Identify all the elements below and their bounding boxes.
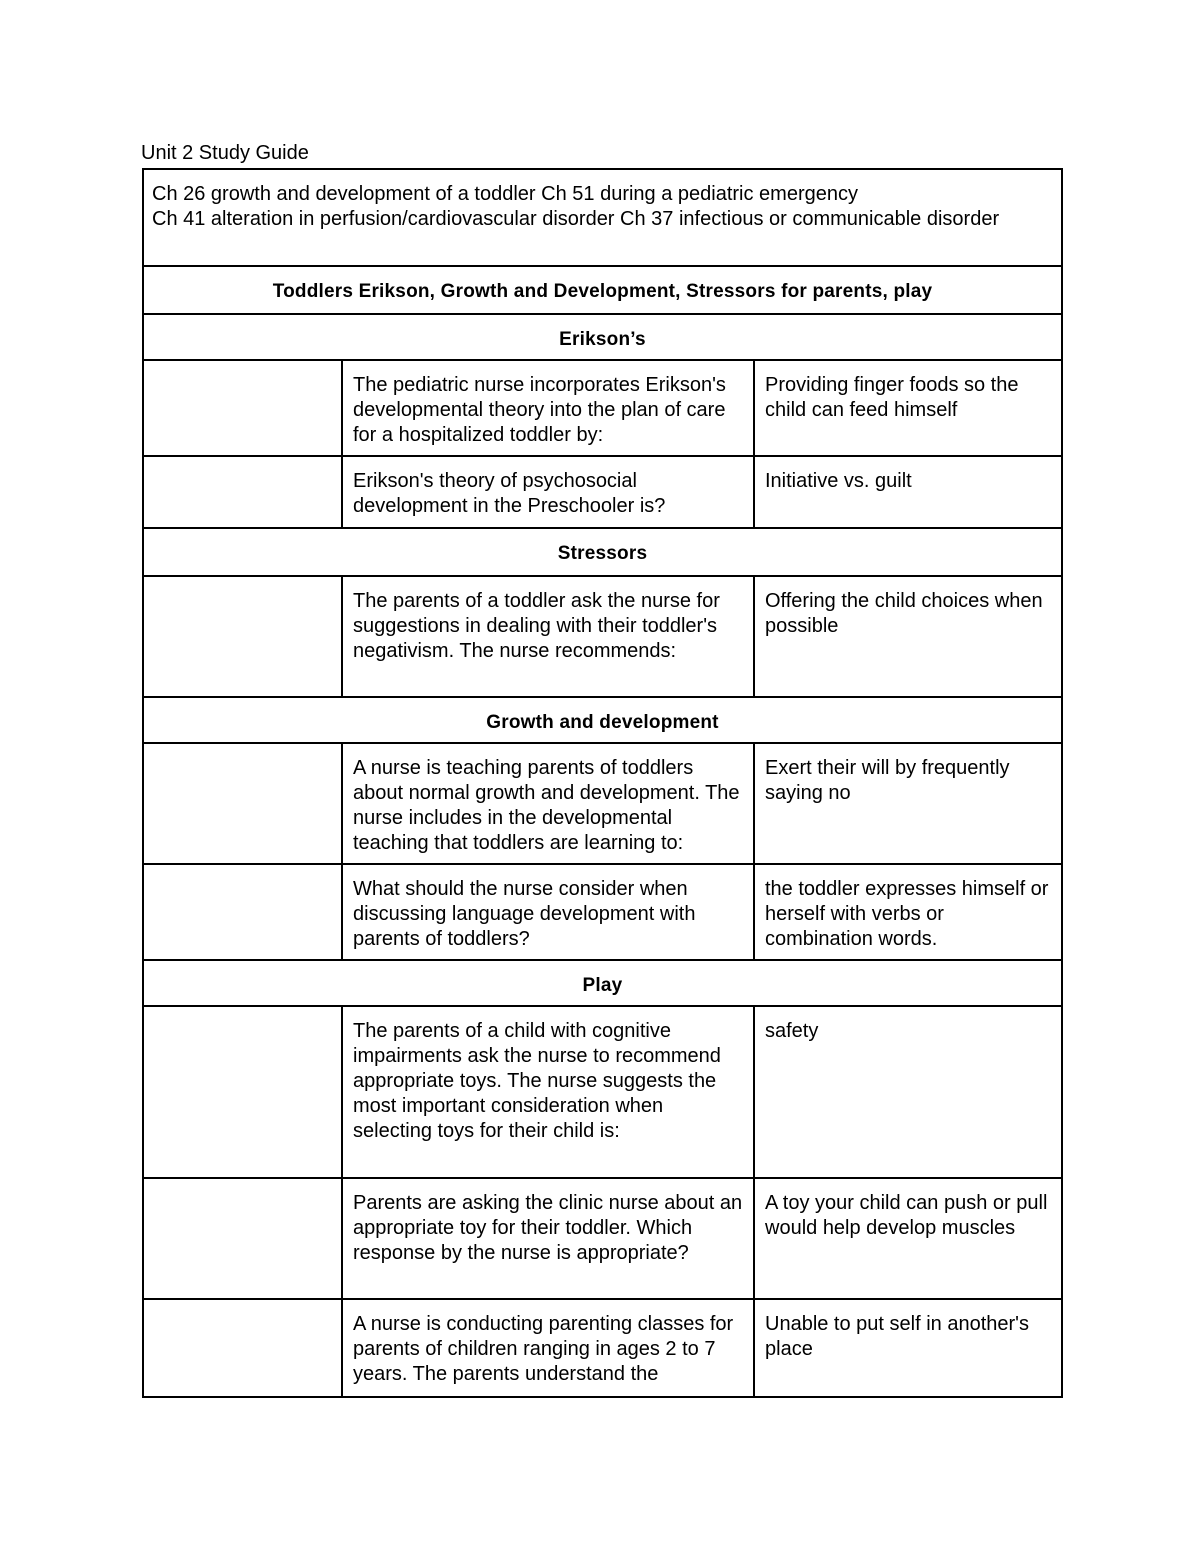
question-cell: [342, 1299, 754, 1397]
answer-cell: [754, 456, 1062, 528]
chapters-cell: [143, 169, 1062, 266]
answer-cell: [754, 864, 1062, 960]
row-label-cell: [143, 456, 342, 528]
answer-cell: [754, 360, 1062, 456]
row-label-cell: [143, 864, 342, 960]
row-label-cell: [143, 1006, 342, 1178]
question-text: The pediatric nurse incorporates Erikson's developmental theory into the plan of care for a hospitalized toddler by:: [353, 374, 726, 446]
section-header-play: Play: [582, 975, 623, 996]
answer-text: Offering the child choices when possible: [765, 590, 1043, 637]
answer-text: Unable to put self in another's place: [765, 1313, 1029, 1360]
section-header-row: [143, 697, 1062, 743]
answer-text: Providing finger foods so the child can feed himself: [765, 374, 1019, 421]
table-row: [143, 360, 1062, 456]
main-header-row: [143, 266, 1062, 314]
question-cell: [342, 743, 754, 864]
table-row: [143, 576, 1062, 697]
question-text: A nurse is teaching parents of toddlers about normal growth and development. The nurse includes in the developmental teaching that toddlers are learning to:: [353, 757, 740, 854]
answer-cell: [754, 1299, 1062, 1397]
table-row: [143, 456, 1062, 528]
document-title: Unit 2 Study Guide: [141, 142, 309, 164]
question-text: A nurse is conducting parenting classes for parents of children ranging in ages 2 to 7 years. The parents understand the: [353, 1313, 734, 1385]
question-text: What should the nurse consider when discussing language development with parents of toddlers?: [353, 878, 696, 950]
question-cell: [342, 864, 754, 960]
table-row: [143, 743, 1062, 864]
answer-text: safety: [765, 1020, 819, 1042]
question-text: The parents of a child with cognitive impairments ask the nurse to recommend appropriate toys. The nurse suggests the most important consideration when selecting toys for their child is:: [353, 1020, 721, 1142]
table-row: [143, 1299, 1062, 1397]
question-cell: [342, 1006, 754, 1178]
answer-cell: [754, 1178, 1062, 1299]
table-row: [143, 1178, 1062, 1299]
question-text: Erikson's theory of psychosocial development in the Preschooler is?: [353, 470, 666, 517]
main-header: Toddlers Erikson, Growth and Development, Stressors for parents, play: [272, 281, 933, 302]
question-cell: [342, 360, 754, 456]
section-header-row: [143, 528, 1062, 576]
study-guide-table: [142, 168, 1063, 1398]
answer-text: the toddler expresses himself or herself with verbs or combination words.: [765, 878, 1049, 950]
section-header-eriksons: Erikson’s: [559, 329, 646, 350]
question-text: The parents of a toddler ask the nurse for suggestions in dealing with their toddler's negativism. The nurse recommends:: [353, 590, 720, 662]
row-label-cell: [143, 1178, 342, 1299]
row-label-cell: [143, 360, 342, 456]
question-text: Parents are asking the clinic nurse about an appropriate toy for their toddler. Which response by the nurse is appropriate?: [353, 1192, 743, 1264]
section-header-row: [143, 960, 1062, 1006]
chapters-text: Ch 26 growth and development of a toddler Ch 51 during a pediatric emergency Ch 41 alteration in perfusion/cardiovascular disorder Ch 37 infectious or communicable disorder: [152, 183, 1000, 230]
question-cell: [342, 456, 754, 528]
answer-text: A toy your child can push or pull would help develop muscles: [765, 1192, 1048, 1239]
chapters-row: [143, 169, 1062, 266]
row-label-cell: [143, 743, 342, 864]
section-header-row: [143, 314, 1062, 360]
row-label-cell: [143, 576, 342, 697]
table-row: [143, 864, 1062, 960]
answer-text: Initiative vs. guilt: [765, 470, 912, 492]
section-header-stressors: Stressors: [557, 543, 648, 564]
answer-cell: [754, 1006, 1062, 1178]
question-cell: [342, 576, 754, 697]
question-cell: [342, 1178, 754, 1299]
answer-cell: [754, 743, 1062, 864]
section-header-growth: Growth and development: [486, 712, 719, 733]
answer-text: Exert their will by frequently saying no: [765, 757, 1010, 804]
row-label-cell: [143, 1299, 342, 1397]
table-row: [143, 1006, 1062, 1178]
answer-cell: [754, 576, 1062, 697]
